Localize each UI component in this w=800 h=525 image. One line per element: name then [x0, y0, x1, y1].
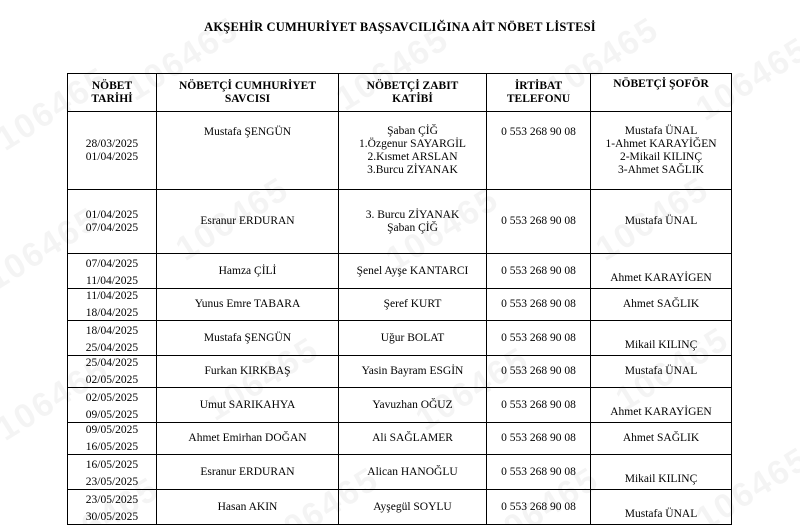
clerk-name: Alican HANOĞLU — [367, 465, 458, 478]
driver-name: Mikail KILINÇ — [624, 339, 698, 351]
driver-cell — [591, 254, 732, 289]
duty-date-end: 18/04/2025 — [85, 307, 139, 319]
clerk-cell — [339, 356, 487, 388]
duty-date-start: 23/05/2025 — [85, 494, 139, 506]
clerk-name: Şaban ÇİĞ — [387, 221, 438, 234]
prosecutor-cell: Esranur ERDURAN — [157, 190, 339, 254]
table-row — [68, 112, 732, 190]
duty-date-start: 25/04/2025 — [85, 357, 139, 369]
prosecutor-cell: Mustafa ŞENGÜN — [157, 112, 339, 190]
clerk-name: 3.Burcu ZİYANAK — [367, 163, 458, 176]
prosecutor-cell: Yunus Emre TABARA — [157, 289, 339, 321]
duty-date-start: 09/05/2025 — [85, 424, 139, 436]
page-title: AKŞEHİR CUMHURİYET BAŞSAVCILIĞINA AİT NÖBET LİSTESİ — [204, 20, 596, 34]
driver-name: Mustafa ÜNAL — [624, 124, 698, 137]
duty-date-end: 07/04/2025 — [85, 221, 139, 234]
clerk-cell — [339, 490, 487, 525]
header-driver: NÖBETÇİ ŞOFÖR — [591, 74, 732, 112]
clerk-cell — [339, 455, 487, 490]
header-row — [68, 74, 732, 112]
driver-cell — [591, 388, 732, 423]
duty-date-start: 16/05/2025 — [85, 459, 139, 471]
clerk-cell — [339, 321, 487, 356]
clerk-name: Uğur BOLAT — [380, 331, 445, 344]
phone-cell: 0 553 268 90 08 — [487, 388, 591, 423]
prosecutor-cell: Umut SARIKAHYA — [157, 388, 339, 423]
duty-date-start: 02/05/2025 — [85, 392, 139, 404]
duty-date-end: 11/04/2025 — [86, 275, 138, 287]
duty-date-end: 16/05/2025 — [85, 441, 139, 453]
clerk-name: Şaban ÇİĞ — [387, 124, 438, 137]
clerk-name: Ayşegül SOYLU — [373, 500, 452, 513]
duty-date-cell — [68, 356, 157, 388]
driver-cell — [591, 356, 732, 388]
phone-cell: 0 553 268 90 08 — [487, 289, 591, 321]
driver-cell — [591, 112, 732, 190]
duty-date-end: 30/05/2025 — [85, 511, 139, 523]
clerk-cell — [339, 190, 487, 254]
clerk-name: Yasin Bayram ESGİN — [361, 365, 464, 377]
prosecutor-cell: Mustafa ŞENGÜN — [157, 321, 339, 356]
table-row — [68, 423, 732, 455]
driver-cell — [591, 423, 732, 455]
clerk-name: Ali SAĞLAMER — [372, 432, 453, 444]
phone-cell: 0 553 268 90 08 — [487, 455, 591, 490]
duty-date-end: 25/04/2025 — [85, 342, 139, 354]
prosecutor-cell: Furkan KIRKBAŞ — [157, 356, 339, 388]
clerk-cell — [339, 388, 487, 423]
duty-date-cell — [68, 321, 157, 356]
prosecutor-cell: Ahmet Emirhan DOĞAN — [157, 423, 339, 455]
clerk-name: 2.Kısmet ARSLAN — [367, 150, 458, 163]
table-row — [68, 490, 732, 525]
prosecutor-cell: Hamza ÇİLİ — [157, 254, 339, 289]
duty-date-cell — [68, 423, 157, 455]
table-row — [68, 356, 732, 388]
phone-cell: 0 553 268 90 08 — [487, 423, 591, 455]
clerk-cell — [339, 112, 487, 190]
driver-cell — [591, 190, 732, 254]
driver-name: Ahmet KARAYİGEN — [610, 272, 712, 284]
table-row — [68, 254, 732, 289]
duty-date-start: 07/04/2025 — [85, 258, 139, 270]
phone-cell: 0 553 268 90 08 — [487, 190, 591, 254]
driver-name: Mustafa ÜNAL — [624, 215, 698, 227]
driver-cell — [591, 455, 732, 490]
duty-date-end: 02/05/2025 — [85, 374, 139, 386]
driver-cell — [591, 321, 732, 356]
duty-date-start: 28/03/2025 — [85, 137, 139, 150]
duty-table — [67, 73, 732, 525]
clerk-cell — [339, 289, 487, 321]
duty-date-cell — [68, 490, 157, 525]
duty-date-start: 18/04/2025 — [85, 325, 139, 337]
driver-name: Ahmet SAĞLIK — [622, 432, 700, 444]
driver-name: Ahmet KARAYİGEN — [610, 406, 712, 418]
phone-cell: 0 553 268 90 08 — [487, 321, 591, 356]
table-row — [68, 455, 732, 490]
header-phone: İRTİBAT TELEFONU — [487, 74, 591, 112]
driver-cell — [591, 490, 732, 525]
duty-date-start: 01/04/2025 — [85, 208, 139, 221]
clerk-cell — [339, 254, 487, 289]
driver-name: Mustafa ÜNAL — [624, 365, 698, 377]
duty-date-cell — [68, 112, 157, 190]
clerk-name: Şeref KURT — [383, 298, 442, 310]
duty-date-cell — [68, 190, 157, 254]
table-row — [68, 321, 732, 356]
table-row — [68, 190, 732, 254]
duty-date-end: 23/05/2025 — [85, 476, 139, 488]
driver-name: Ahmet SAĞLIK — [622, 298, 700, 310]
header-prosecutor: NÖBETÇİ CUMHURİYET SAVCISI — [157, 74, 339, 112]
duty-date-end: 01/04/2025 — [85, 150, 139, 163]
header-clerk: NÖBETÇİ ZABIT KATİBİ — [339, 74, 487, 112]
clerk-name: Şenel Ayşe KANTARCI — [356, 264, 469, 277]
driver-name: 3-Ahmet SAĞLIK — [618, 163, 704, 176]
duty-date-start: 11/04/2025 — [86, 290, 138, 302]
duty-date-end: 09/05/2025 — [85, 409, 139, 421]
driver-cell — [591, 289, 732, 321]
driver-name: 1-Ahmet KARAYİĞEN — [605, 137, 717, 150]
duty-date-cell — [68, 289, 157, 321]
driver-name: 2-Mikail KILINÇ — [619, 150, 703, 163]
clerk-cell — [339, 423, 487, 455]
driver-name: Mikail KILINÇ — [624, 473, 698, 485]
clerk-name: 1.Özgenur SAYARGİL — [359, 137, 466, 150]
duty-date-cell — [68, 388, 157, 423]
driver-name: Mustafa ÜNAL — [624, 508, 698, 520]
header-date: NÖBET TARİHİ — [68, 74, 157, 112]
prosecutor-cell: Esranur ERDURAN — [157, 455, 339, 490]
prosecutor-cell: Hasan AKIN — [157, 490, 339, 525]
clerk-name: 3. Burcu ZİYANAK — [365, 208, 460, 221]
table-row — [68, 289, 732, 321]
clerk-name: Yavuzhan OĞUZ — [372, 398, 453, 411]
duty-date-cell — [68, 254, 157, 289]
phone-cell: 0 553 268 90 08 — [487, 490, 591, 525]
phone-cell: 0 553 268 90 08 — [487, 254, 591, 289]
phone-cell: 0 553 268 90 08 — [487, 356, 591, 388]
table-row — [68, 388, 732, 423]
duty-date-cell — [68, 455, 157, 490]
phone-cell: 0 553 268 90 08 — [487, 112, 591, 190]
